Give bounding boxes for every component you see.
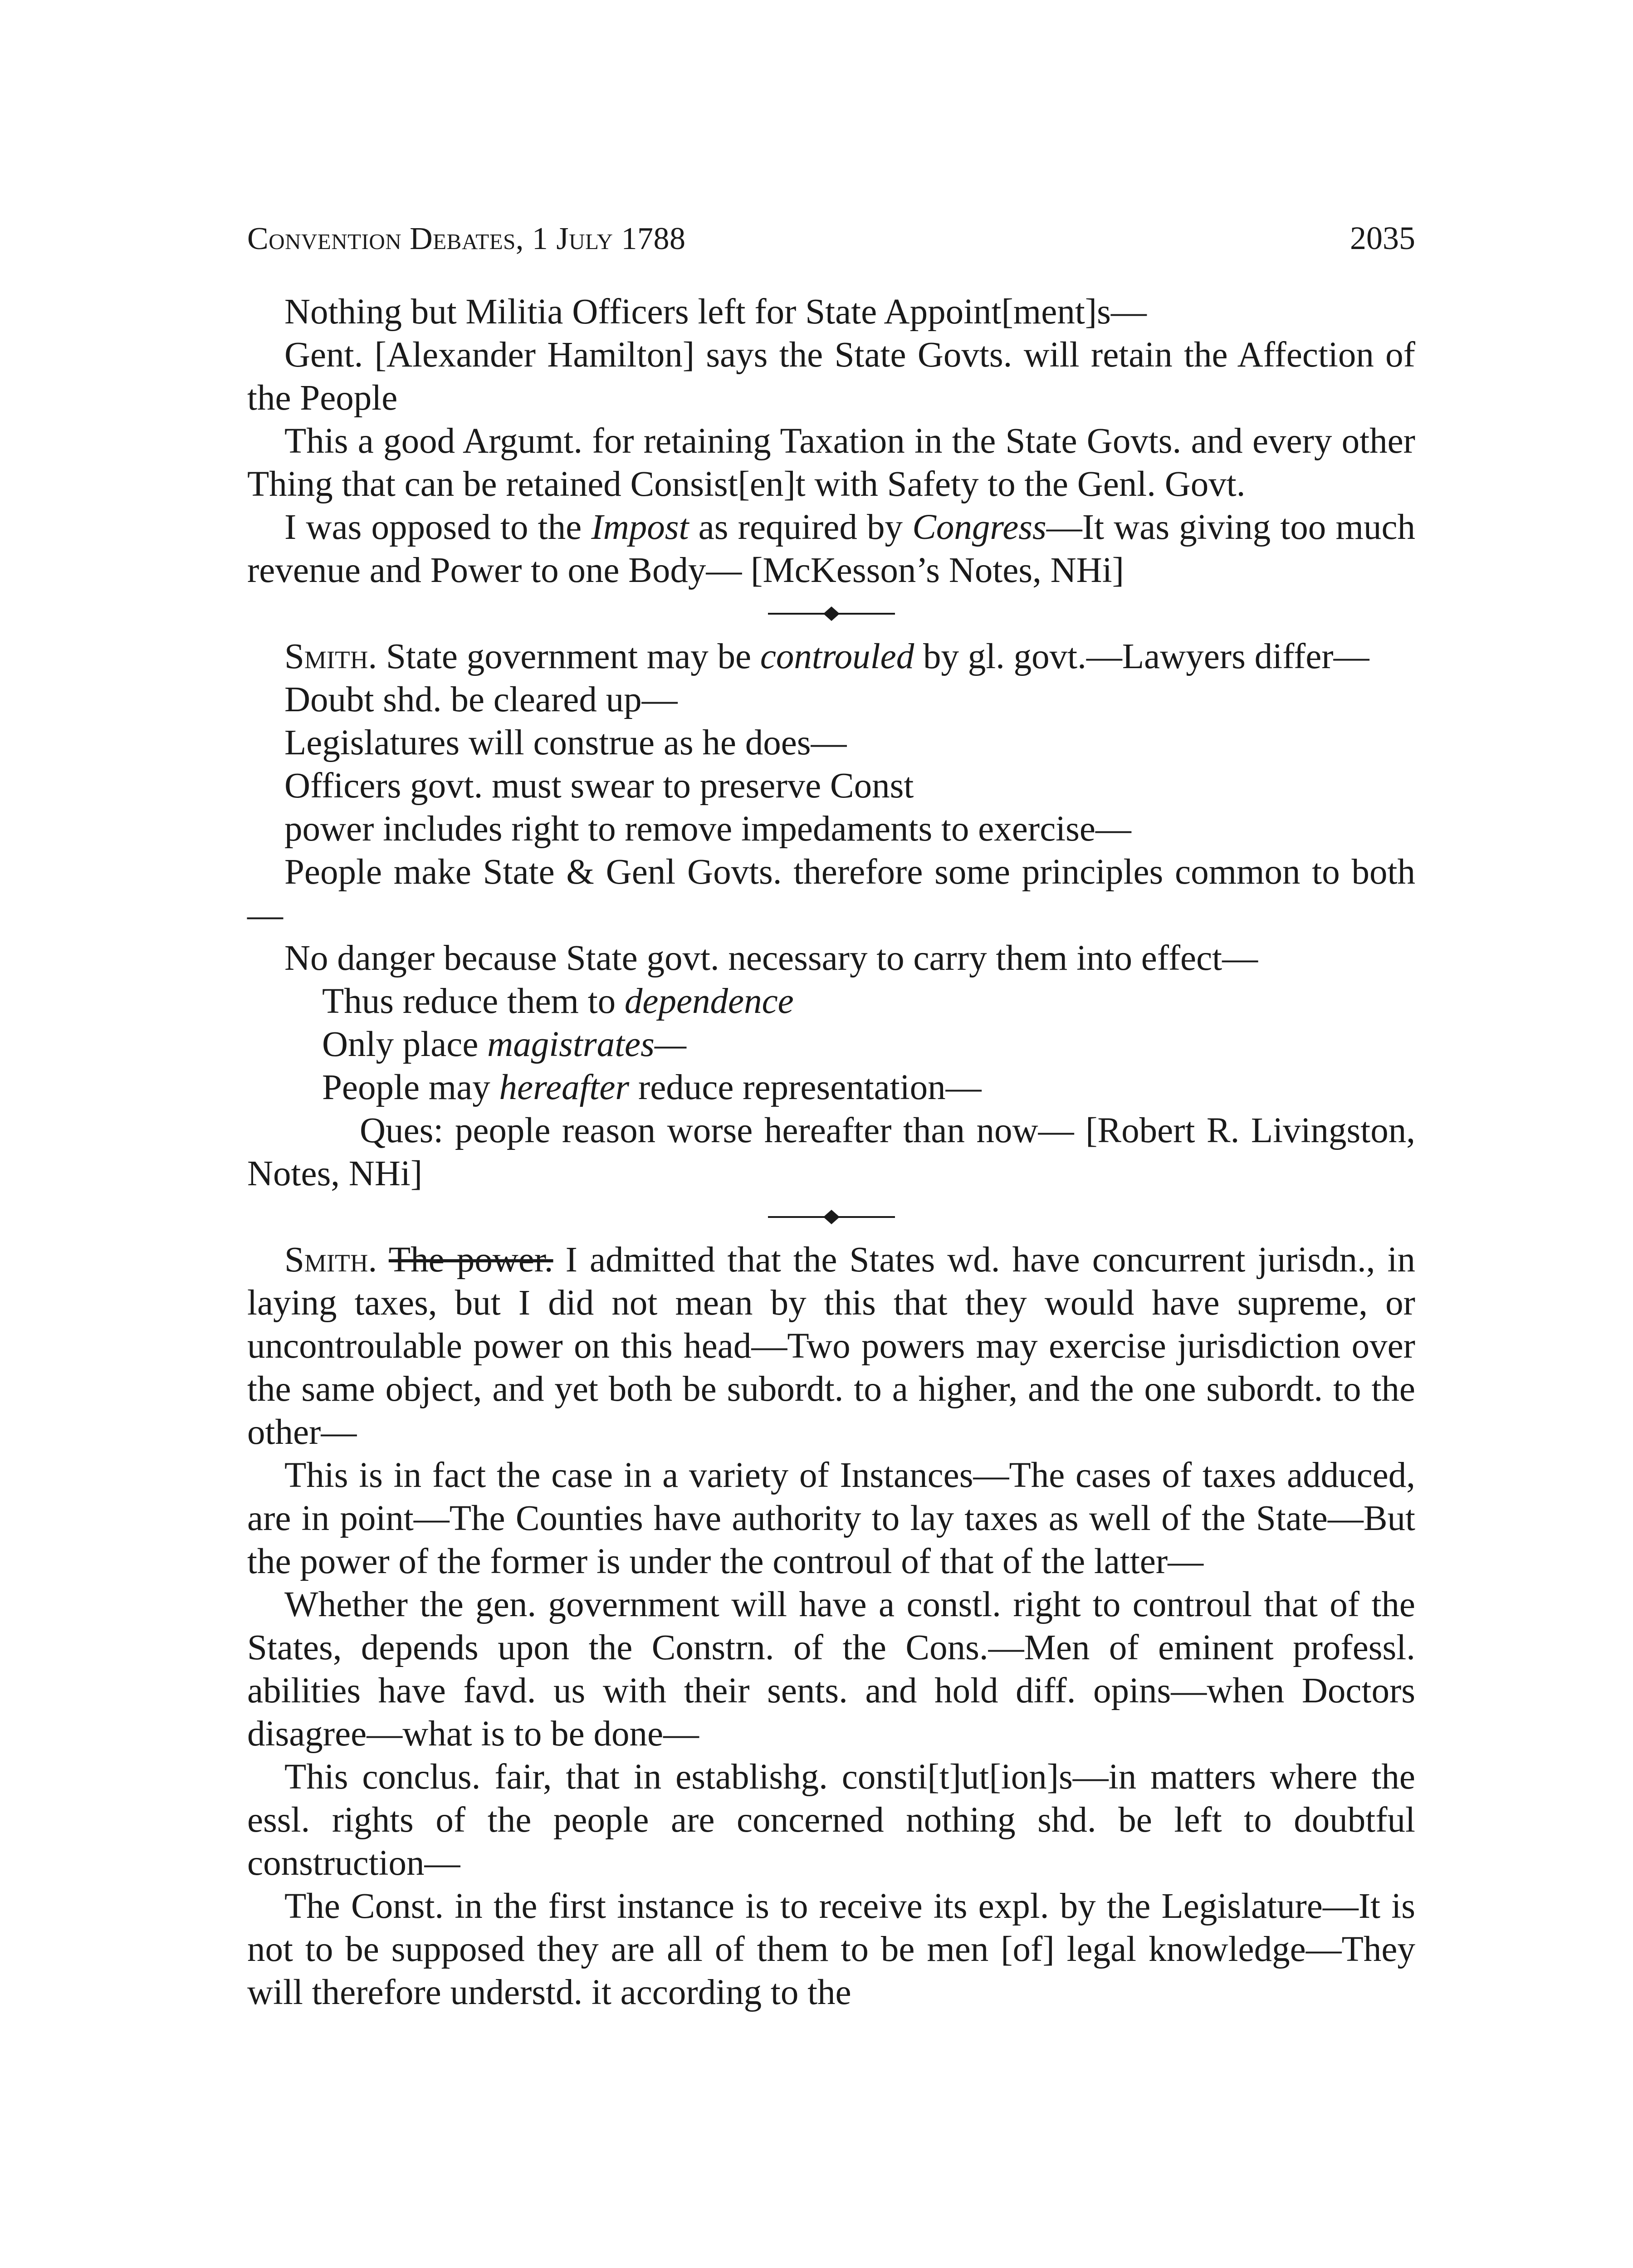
paragraph: Thus reduce them to dependence [322,982,794,1021]
paragraph: Smith. The power. I admitted that the States wd. have concurrent jurisdn., in laying taxes, but I did not mean by this that they would have supreme, or uncontroulable power on this head—Two powers may exercise jurisdiction over the same object, and yet both be subordt. to a higher, and the one subordt. to the other— [247,1240,1415,1452]
running-title: Convention Debates, 1 July 1788 [247,221,686,256]
diamond-rule-icon [759,605,904,623]
paragraph: People may hereafter reduce representation— [322,1068,982,1107]
paragraph: No danger because State govt. necessary to carry them into effect— [284,938,1258,978]
paragraph: Nothing but Militia Officers left for State Appoint[ment]s— [284,292,1147,332]
paragraph: The Const. in the first instance is to receive its expl. by the Legislature—It is not to be supposed they are all of them to be men [of] legal knowledge—They will therefore understd. it according to the [247,1887,1415,2012]
paragraph: Officers govt. must swear to preserve Const [284,766,914,806]
section-divider-ornament [247,1195,1415,1238]
paragraph: This is in fact the case in a variety of Instances—The cases of taxes adduced, are in point—The Counties have authority to lay taxes as well of the State—But the power of the former is under the controul of that of the latter— [247,1456,1415,1581]
speaker-name: Smith. [284,1240,377,1280]
running-header [247,222,1415,272]
paragraph: Doubt shd. be cleared up— [284,680,678,719]
body-text [247,290,1415,2014]
paragraph: Ques: people reason worse hereafter than now— [Robert R. Livingston, Notes, NHi] [247,1111,1415,1193]
paragraph: Whether the gen. government will have a constl. right to controul that of the States, depends upon the Constrn. of the Cons.—Men of eminent professl. abilities have favd. us with their sents. and hold diff. opins—when Doctors disagree—what is to be done— [247,1585,1415,1754]
speaker-name: Smith. [284,637,377,676]
paragraph: Legislatures will construe as he does— [284,723,847,763]
section-divider-ornament [247,592,1415,635]
paragraph: Only place magistrates— [322,1025,687,1064]
paragraph: People make State & Genl Govts. therefore some principles common to both— [247,852,1415,935]
paragraph: Smith. State government may be controuled by gl. govt.—Lawyers differ— [284,637,1369,676]
paragraph: Gent. [Alexander Hamilton] says the State Govts. will retain the Affection of the People [247,335,1415,418]
page-number: 2035 [1350,220,1415,256]
paragraph: This conclus. fair, that in establishg. consti[t]ut[ion]s—in matters where the essl. rights of the people are concerned nothing shd. be left to doubtful construction— [247,1757,1415,1883]
paragraph: This a good Argumt. for retaining Taxation in the State Govts. and every other Thing that can be retained Consist[en]t with Safety to the Genl. Govt. [247,421,1415,504]
struck-text: The power. [388,1240,553,1280]
diamond-rule-icon [759,1208,904,1226]
document-page [247,222,1415,2014]
paragraph: power includes right to remove impedaments to exercise— [284,809,1131,849]
paragraph: I was opposed to the Impost as required by Congress—It was giving too much revenue and Power to one Body— [McKesson’s Notes, NHi] [247,508,1416,590]
